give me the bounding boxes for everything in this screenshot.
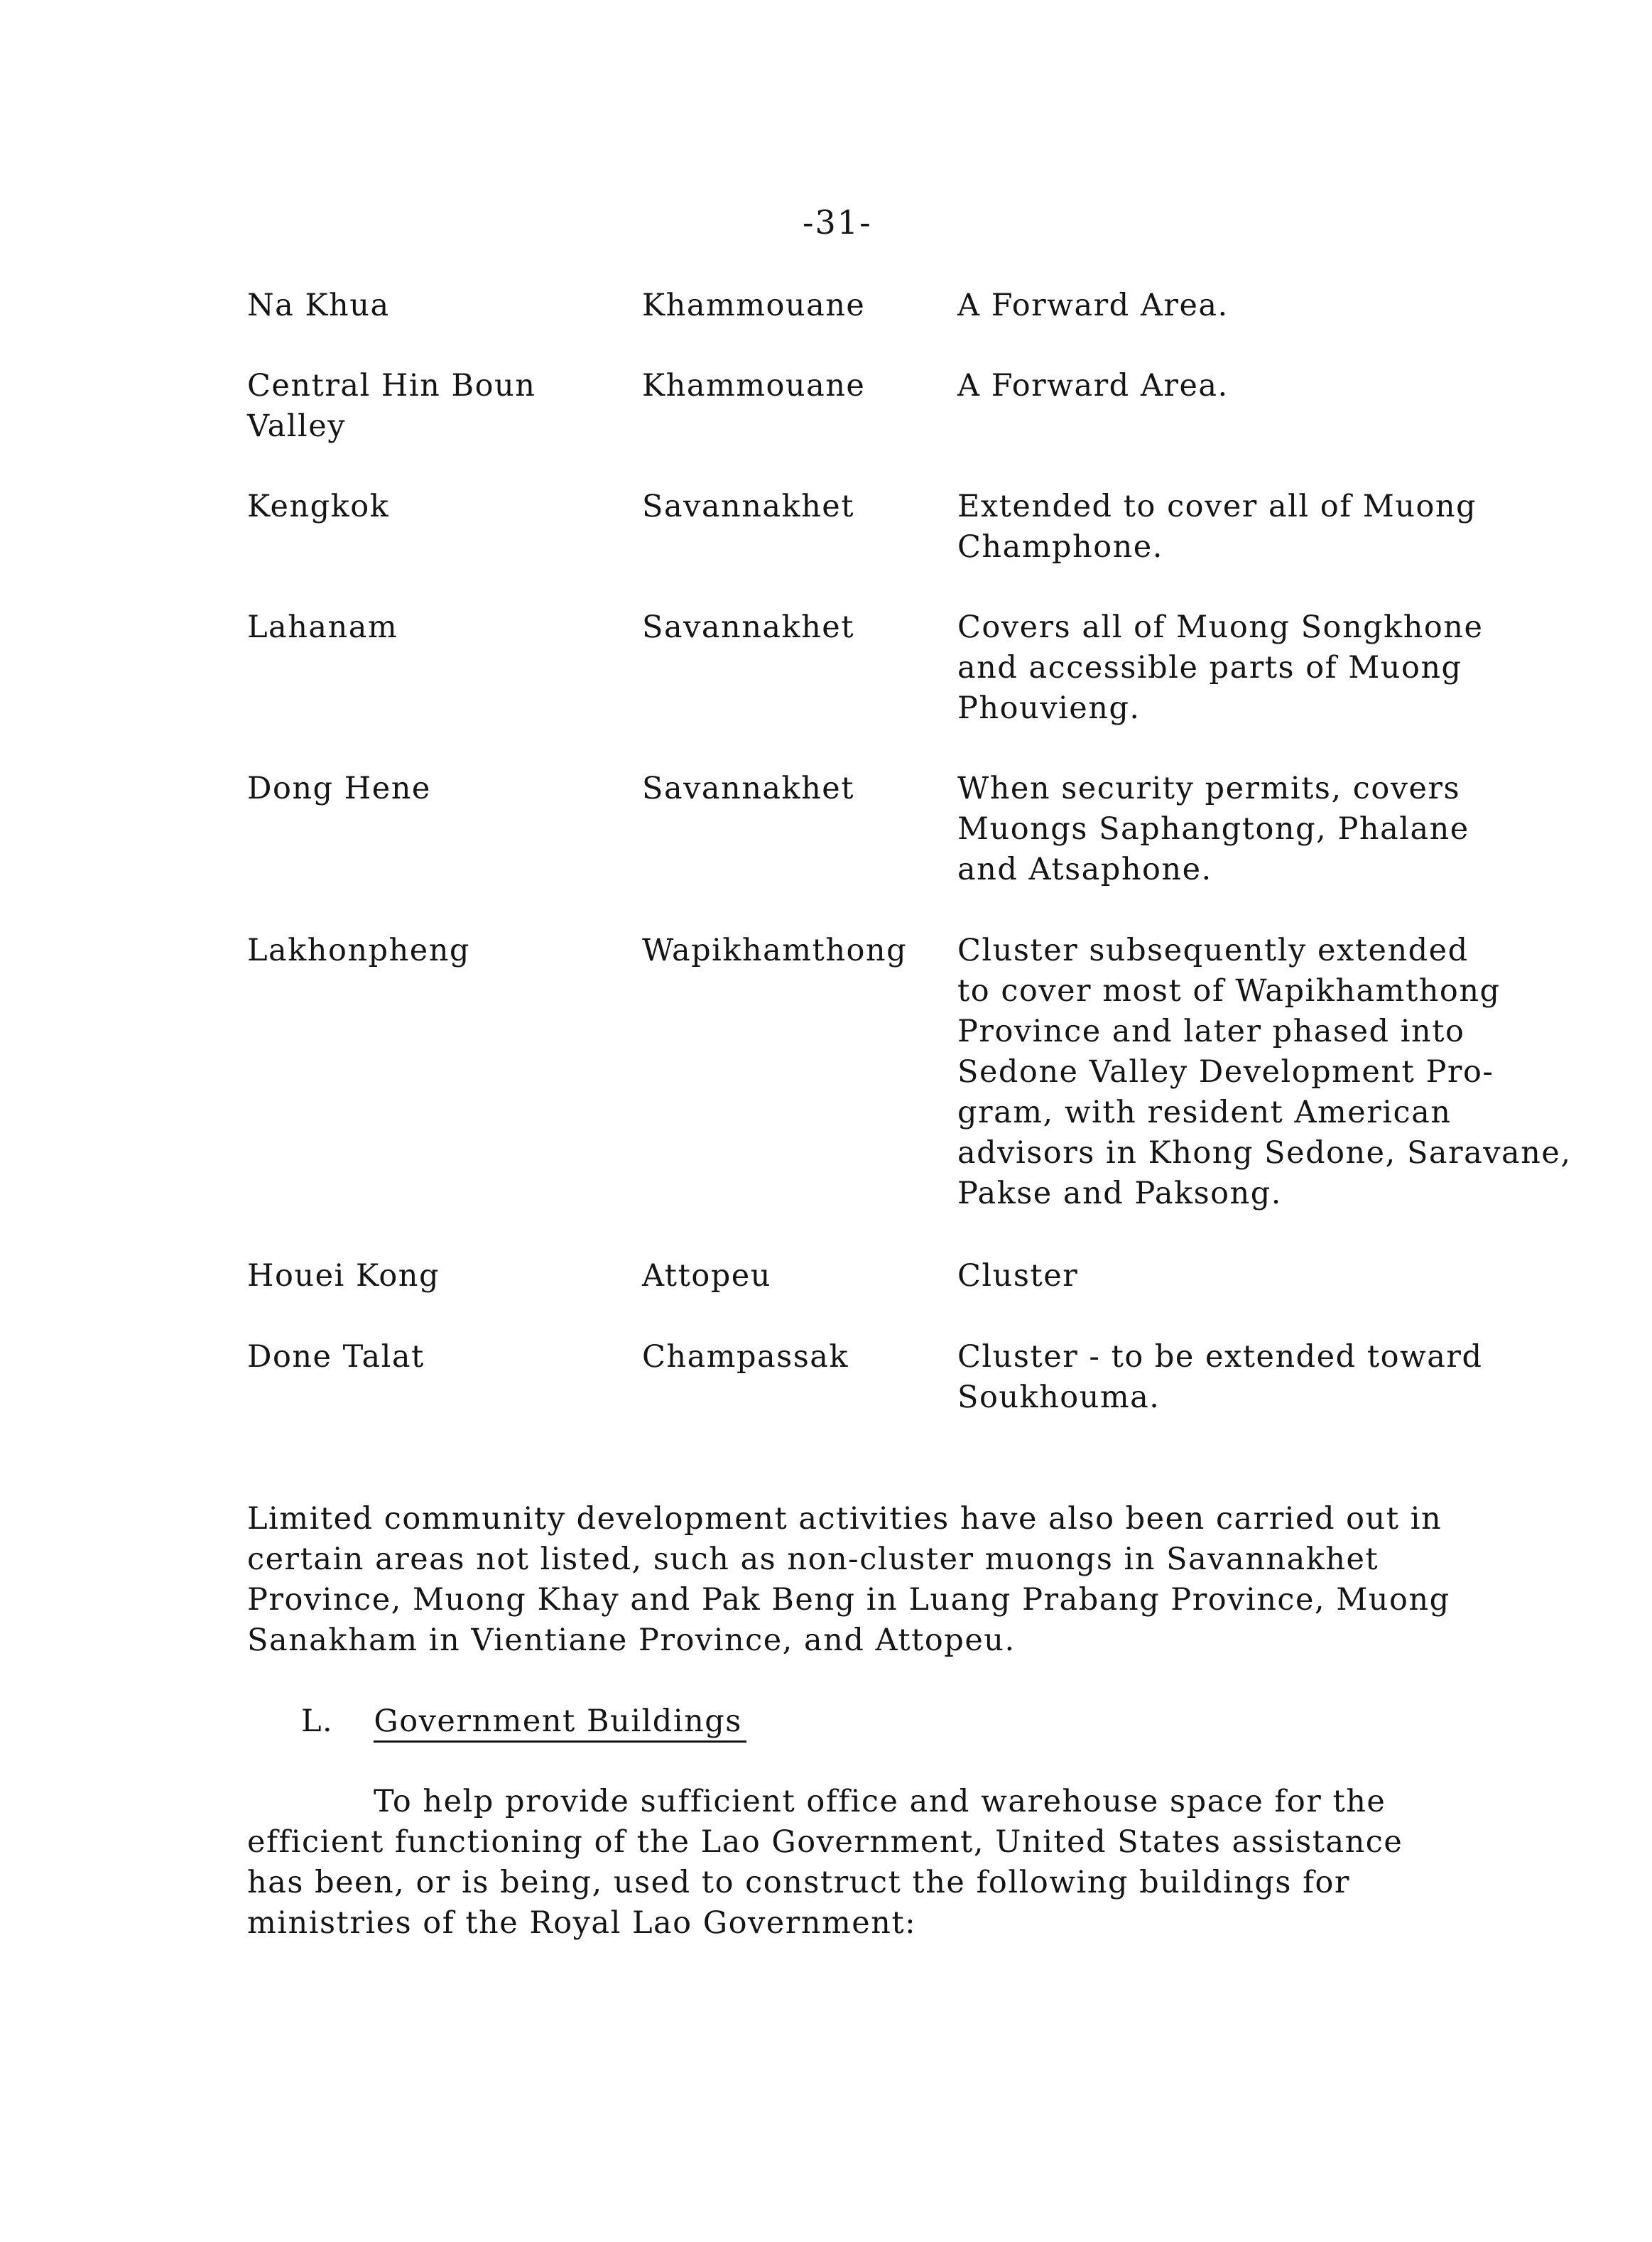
province-line: Khammouane [642, 288, 866, 323]
place-name [247, 366, 616, 447]
row-description [957, 366, 1618, 406]
province-line: Savannakhet [642, 771, 855, 806]
province-name [642, 1337, 976, 1377]
description-line: Pakse and Paksong. [957, 1176, 1282, 1211]
description-line: Sedone Valley Development Pro- [957, 1054, 1494, 1090]
province-line: Savannakhet [642, 610, 855, 645]
place-name [247, 1256, 616, 1296]
province-line: Attopeu [642, 1258, 771, 1294]
description-line: Province and later phased into [957, 1014, 1465, 1049]
row-description [957, 1337, 1618, 1418]
place-name [247, 931, 616, 971]
paragraph-line: To help provide sufficient office and warehouse space for the [374, 1784, 1386, 1819]
province-line: Savannakhet [642, 489, 855, 524]
description-line: Muongs Saphangtong, Phalane [957, 811, 1469, 847]
description-line: Champhone. [957, 529, 1163, 565]
province-name [642, 607, 976, 648]
place-name [247, 487, 616, 527]
description-line: Soukhouma. [957, 1380, 1161, 1415]
row-description [957, 769, 1618, 890]
description-line: to cover most of Wapikhamthong [957, 973, 1501, 1009]
page-number: -31- [803, 203, 872, 242]
place-name [247, 607, 616, 648]
description-line: Covers all of Muong Songkhone [957, 610, 1484, 645]
place-line: Central Hin Boun [247, 368, 536, 404]
description-line: A Forward Area. [957, 288, 1229, 323]
row-description [957, 487, 1618, 568]
place-line: Lakhonpheng [247, 933, 470, 968]
place-name [247, 769, 616, 809]
province-line: Champassak [642, 1339, 849, 1375]
description-line: Cluster [957, 1258, 1079, 1294]
province-line: Wapikhamthong [642, 933, 908, 968]
section-heading [301, 1701, 746, 1743]
description-line: and accessible parts of Muong [957, 650, 1462, 686]
description-line: A Forward Area. [957, 368, 1229, 404]
row-description [957, 607, 1618, 729]
body-paragraph [247, 1499, 1582, 1661]
description-line: Cluster - to be extended toward [957, 1339, 1483, 1375]
place-line: Na Khua [247, 288, 390, 323]
description-line: Cluster subsequently extended [957, 933, 1469, 968]
paragraph-line: certain areas not listed, such as non-cluster muongs in Savannakhet [247, 1542, 1379, 1577]
province-name [642, 487, 976, 527]
row-description [957, 1256, 1618, 1296]
place-line: Lahanam [247, 610, 398, 645]
place-line: Houei Kong [247, 1258, 440, 1294]
section-letter: L. [301, 1704, 334, 1739]
province-line: Khammouane [642, 368, 866, 404]
description-line: When security permits, covers [957, 771, 1461, 806]
body-paragraph [247, 1782, 1582, 1944]
description-line: advisors in Khong Sedone, Saravane, [957, 1135, 1572, 1171]
province-name [642, 286, 976, 326]
place-line: Dong Hene [247, 771, 431, 806]
province-name [642, 1256, 976, 1296]
place-line: Done Talat [247, 1339, 425, 1375]
paragraph-line: has been, or is being, used to construct the following buildings for [247, 1865, 1350, 1900]
row-description [957, 931, 1618, 1214]
province-name [642, 769, 976, 809]
place-line: Kengkok [247, 489, 390, 524]
place-line: Valley [247, 408, 346, 444]
description-line: Phouvieng. [957, 691, 1141, 726]
paragraph-line: Limited community development activities have also been carried out in [247, 1501, 1442, 1537]
paragraph-line: efficient functioning of the Lao Government, United States assistance [247, 1824, 1403, 1860]
row-description [957, 286, 1618, 326]
paragraph-line: ministries of the Royal Lao Government: [247, 1905, 917, 1941]
paragraph-line: Province, Muong Khay and Pak Beng in Luang Prabang Province, Muong [247, 1582, 1450, 1618]
description-line: Extended to cover all of Muong [957, 489, 1477, 524]
paragraph-line: Sanakham in Vientiane Province, and Attopeu. [247, 1623, 1016, 1658]
description-line: and Atsaphone. [957, 852, 1212, 887]
place-name [247, 286, 616, 326]
province-name [642, 931, 976, 971]
place-name [247, 1337, 616, 1377]
section-title: Government Buildings [374, 1702, 746, 1743]
province-name [642, 366, 976, 406]
description-line: gram, with resident American [957, 1095, 1452, 1130]
